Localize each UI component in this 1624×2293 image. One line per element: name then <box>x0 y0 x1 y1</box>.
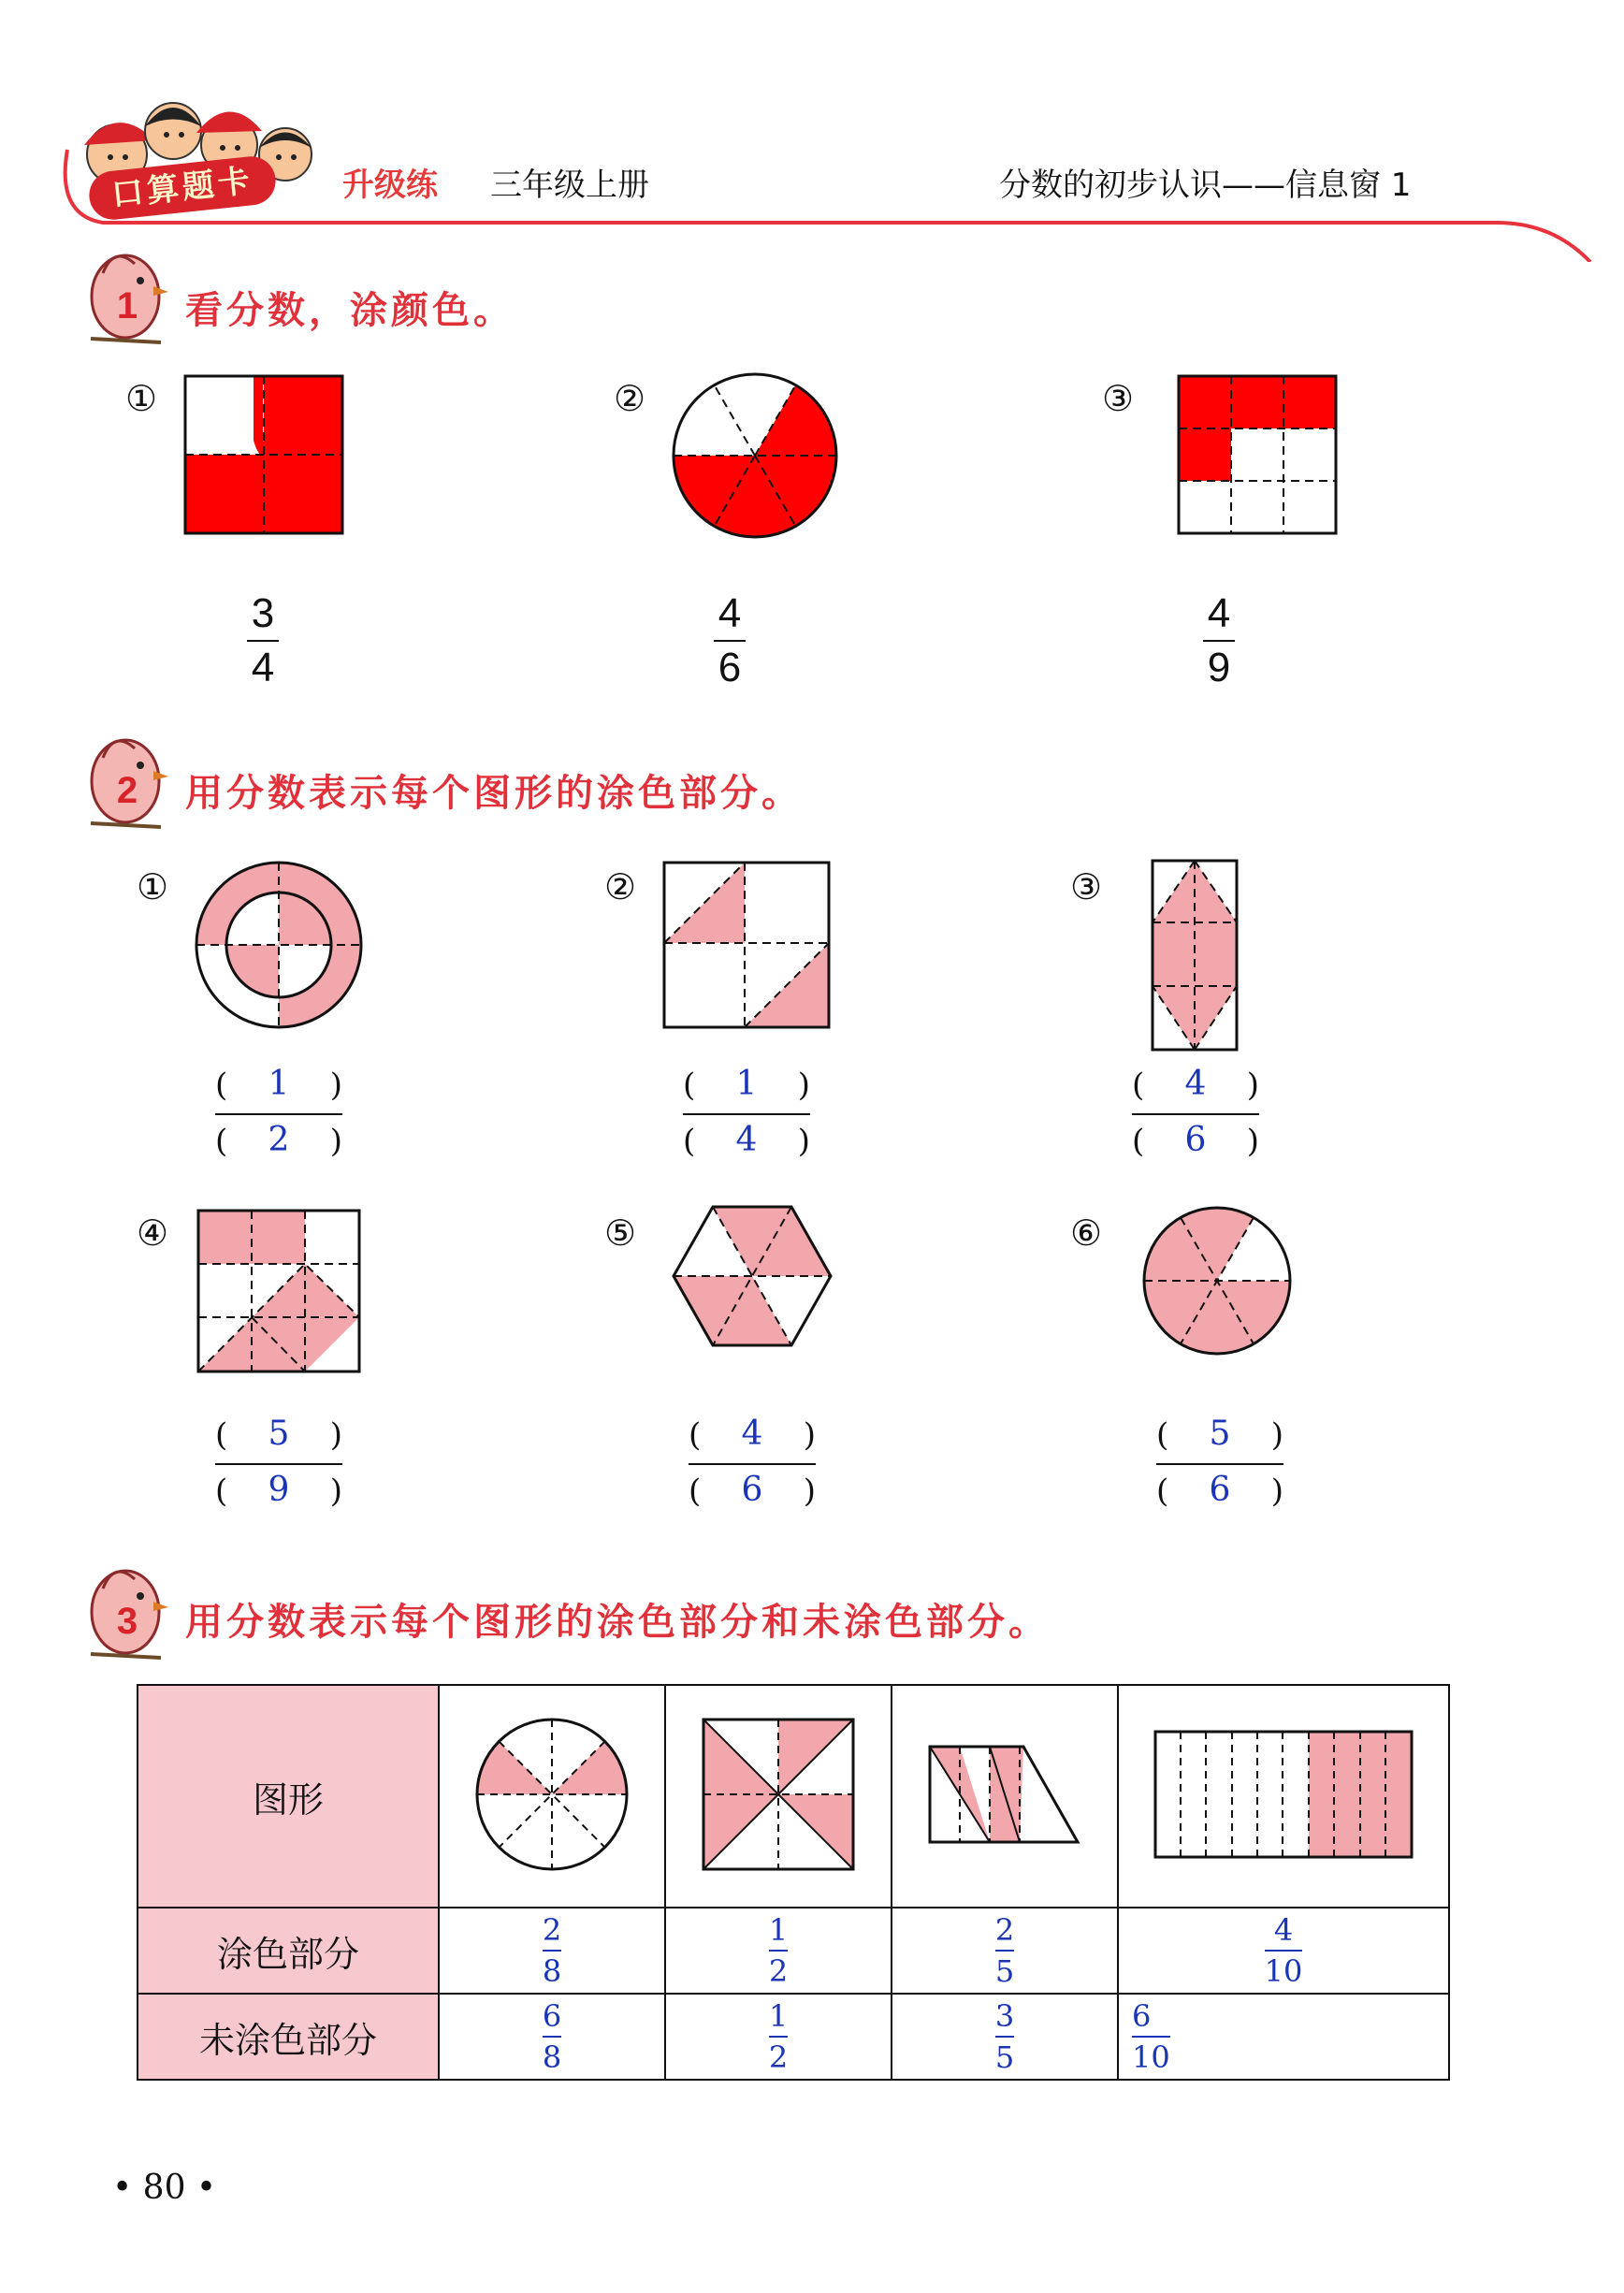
q2-item3-answer <box>1132 1061 1259 1168</box>
question-2-title: 用分数表示每个图形的涂色部分。 <box>185 771 803 815</box>
row-label-figure: 图形 <box>138 1685 439 1908</box>
logo-badge: 口算题卡 <box>87 154 278 223</box>
paren-close: ) <box>329 1067 342 1104</box>
q3-figure-3 <box>892 1685 1118 1908</box>
q3-shaded-3-numerator: 2 <box>994 1912 1015 1948</box>
q3-rectangle-tenths <box>1153 1730 1414 1859</box>
q3-unshaded-4-numerator: 6 <box>1132 1998 1152 2034</box>
q2-shape3-rhombus <box>1151 859 1239 1052</box>
question-3-title: 用分数表示每个图形的涂色部分和未涂色部分。 <box>185 1600 1050 1644</box>
q1-item3-numerator: 4 <box>1207 590 1231 636</box>
q3-unshaded-2-numerator: 1 <box>768 1998 789 2034</box>
q3-shaded-4-numerator: 4 <box>1273 1912 1294 1948</box>
q3-unshaded-4 <box>1118 1994 1449 2080</box>
q3-unshaded-2 <box>665 1994 892 2080</box>
q2-item2-numerator: 1 <box>735 1065 758 1103</box>
paren-close: ) <box>803 1473 816 1510</box>
q2-shape1-ring <box>193 859 365 1031</box>
q3-parallelogram <box>928 1743 1081 1846</box>
q3-unshaded-1-numerator: 6 <box>542 1998 562 2034</box>
q1-item3-label: ③ <box>1102 378 1135 419</box>
page-number: • 80 • <box>112 2169 217 2207</box>
q3-shaded-4-denominator: 10 <box>1264 1953 1303 1989</box>
q2-item1-denominator: 2 <box>268 1121 290 1159</box>
q3-unshaded-1 <box>439 1994 665 2080</box>
q2-item5-answer <box>689 1411 816 1517</box>
paren-open: ( <box>1156 1416 1169 1454</box>
q2-item5-label: ⑤ <box>604 1212 637 1254</box>
q2-item4-label: ④ <box>137 1212 169 1254</box>
question-1-title: 看分数，涂颜色。 <box>185 288 515 332</box>
q2-item6-denominator: 6 <box>1209 1471 1231 1509</box>
q2-item2-label: ② <box>604 866 637 907</box>
question-3-bird-icon <box>86 1560 170 1663</box>
paren-open: ( <box>1132 1123 1145 1160</box>
q1-shape1-square <box>183 374 344 535</box>
q2-shape2-square <box>662 861 831 1029</box>
paren-close: ) <box>329 1416 342 1454</box>
grade-label: 三年级上册 <box>490 167 649 204</box>
q1-shape2-circle <box>670 370 840 541</box>
paren-close: ) <box>1246 1067 1259 1104</box>
q2-item5-numerator: 4 <box>741 1415 763 1453</box>
q1-item1-numerator: 3 <box>251 590 275 636</box>
q3-shaded-3-denominator: 5 <box>994 1953 1015 1989</box>
q3-shaded-1-denominator: 8 <box>542 1953 562 1989</box>
q2-item6-numerator: 5 <box>1209 1415 1231 1453</box>
paren-open: ( <box>1156 1473 1169 1510</box>
q1-item1-fraction <box>239 588 286 694</box>
q2-item4-answer <box>215 1411 342 1517</box>
paren-close: ) <box>797 1123 810 1160</box>
q2-item2-answer <box>683 1061 810 1168</box>
paren-open: ( <box>215 1473 228 1510</box>
paren-open: ( <box>215 1067 228 1104</box>
q1-item2-denominator: 6 <box>718 645 742 690</box>
q3-shaded-2 <box>665 1908 892 1994</box>
q2-item1-label: ① <box>137 866 169 907</box>
q2-item3-denominator: 6 <box>1184 1121 1207 1159</box>
row-label-unshaded: 未涂色部分 <box>138 1994 439 2080</box>
q2-item3-numerator: 4 <box>1184 1065 1207 1103</box>
paren-close: ) <box>329 1123 342 1160</box>
paren-close: ) <box>1246 1123 1259 1160</box>
section-title: 分数的初步认识——信息窗 1 <box>999 167 1412 204</box>
q2-shape5-hexagon <box>672 1205 833 1347</box>
q3-shaded-3 <box>892 1908 1118 1994</box>
q1-item1-label: ① <box>125 378 158 419</box>
q3-shaded-1 <box>439 1908 665 1994</box>
q3-shaded-2-numerator: 1 <box>768 1912 789 1948</box>
q1-shape3-grid <box>1177 374 1338 535</box>
q3-circle-eighths <box>472 1715 631 1874</box>
q1-item2-label: ② <box>614 378 646 419</box>
question-2-bird-icon <box>86 730 170 833</box>
question-3-number: 3 <box>116 1601 138 1642</box>
q3-unshaded-3-numerator: 3 <box>994 1998 1015 2034</box>
paren-open: ( <box>689 1473 702 1510</box>
paren-open: ( <box>683 1067 696 1104</box>
question-1-number: 1 <box>116 285 138 327</box>
q1-item2-numerator: 4 <box>718 590 742 636</box>
q1-item1-denominator: 4 <box>251 645 275 690</box>
q2-item2-denominator: 4 <box>735 1121 758 1159</box>
paren-open: ( <box>683 1123 696 1160</box>
q2-item5-denominator: 6 <box>741 1471 763 1509</box>
q3-figure-4 <box>1118 1685 1449 1908</box>
q2-item6-answer <box>1156 1411 1283 1517</box>
q3-figure-2 <box>665 1685 892 1908</box>
q3-shaded-4 <box>1118 1908 1449 1994</box>
q1-item2-fraction <box>706 588 753 694</box>
paren-open: ( <box>1132 1067 1145 1104</box>
paren-open: ( <box>215 1123 228 1160</box>
paren-close: ) <box>797 1067 810 1104</box>
q2-item1-answer <box>215 1061 342 1168</box>
question-1-bird-icon <box>86 245 170 348</box>
q3-table <box>137 1684 1450 2081</box>
paren-open: ( <box>215 1416 228 1454</box>
q3-unshaded-3-denominator: 5 <box>994 2039 1015 2075</box>
q2-item1-numerator: 1 <box>268 1065 290 1103</box>
header-rule <box>56 112 1600 262</box>
paren-close: ) <box>803 1416 816 1454</box>
row-label-shaded: 涂色部分 <box>138 1908 439 1994</box>
q3-unshaded-1-denominator: 8 <box>542 2039 562 2075</box>
q2-item4-numerator: 5 <box>268 1415 290 1453</box>
q3-unshaded-4-denominator: 10 <box>1132 2039 1170 2075</box>
paren-close: ) <box>329 1473 342 1510</box>
q3-unshaded-2-denominator: 2 <box>768 2039 789 2075</box>
q2-item6-label: ⑥ <box>1070 1212 1103 1254</box>
q3-square-eighths <box>702 1718 855 1871</box>
q2-item4-denominator: 9 <box>268 1471 290 1509</box>
q3-unshaded-3 <box>892 1994 1118 2080</box>
paren-close: ) <box>1270 1416 1283 1454</box>
paren-close: ) <box>1270 1473 1283 1510</box>
q2-item3-label: ③ <box>1070 866 1103 907</box>
q2-shape4-grid <box>196 1209 361 1373</box>
q3-figure-1 <box>439 1685 665 1908</box>
q3-shaded-1-numerator: 2 <box>542 1912 562 1948</box>
paren-open: ( <box>689 1416 702 1454</box>
series-label: 升级练 <box>342 167 438 204</box>
question-2-number: 2 <box>116 770 138 811</box>
q1-item3-denominator: 9 <box>1207 645 1231 690</box>
q3-shaded-2-denominator: 2 <box>768 1953 789 1989</box>
q1-item3-fraction <box>1196 588 1242 694</box>
q2-shape6-circle <box>1141 1205 1293 1357</box>
